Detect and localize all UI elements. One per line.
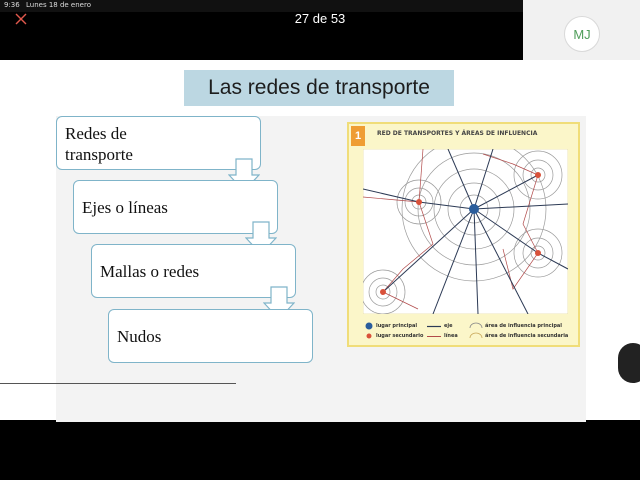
slide-title-box [184,70,454,106]
legend-main-place: lugar principal [376,323,418,329]
slide-title: Las redes de transporte [208,76,430,99]
page-counter: 27 de 53 [294,11,346,26]
flow-label: Ejes o líneas [82,198,168,217]
legend-secondary-place-icon [366,333,372,339]
status-date: Lunes 18 de enero [26,1,91,9]
secondary-place-marker [380,289,386,295]
legend-main-area-icon [469,322,483,328]
figure-title: RED DE TRANSPORTES Y ÁREAS DE INFLUENCIA [377,130,538,137]
secondary-place-marker [535,172,541,178]
network-map [363,149,568,314]
secondary-place-marker [535,250,541,256]
avatar[interactable]: MJ [564,16,600,52]
legend-secondary-area: área de influencia secundaria [485,333,569,339]
legend-line: línea [444,333,458,339]
main-place-marker [469,204,479,214]
legend-main-place-icon [365,322,373,330]
legend-secondary-area-icon [469,332,483,338]
status-time: 9:36 [4,1,20,9]
legend-axis: eje [444,323,453,329]
legend-line-icon [427,335,441,338]
figure-number: 1 [351,126,365,146]
transport-network-figure [347,122,580,347]
flow-box-nudos [108,309,313,363]
flow-label: Nudos [117,327,162,346]
legend-axis-icon [427,325,441,328]
legend-main-area: área de influencia principal [485,323,563,329]
legend-secondary-place: lugar secundario [376,333,424,339]
slide [0,60,640,420]
side-panel-handle[interactable] [618,343,640,383]
secondary-place-marker [416,199,422,205]
flow-label: Redes de transporte [65,124,133,164]
divider-line [0,383,236,384]
flow-label: Mallas o redes [100,262,200,281]
